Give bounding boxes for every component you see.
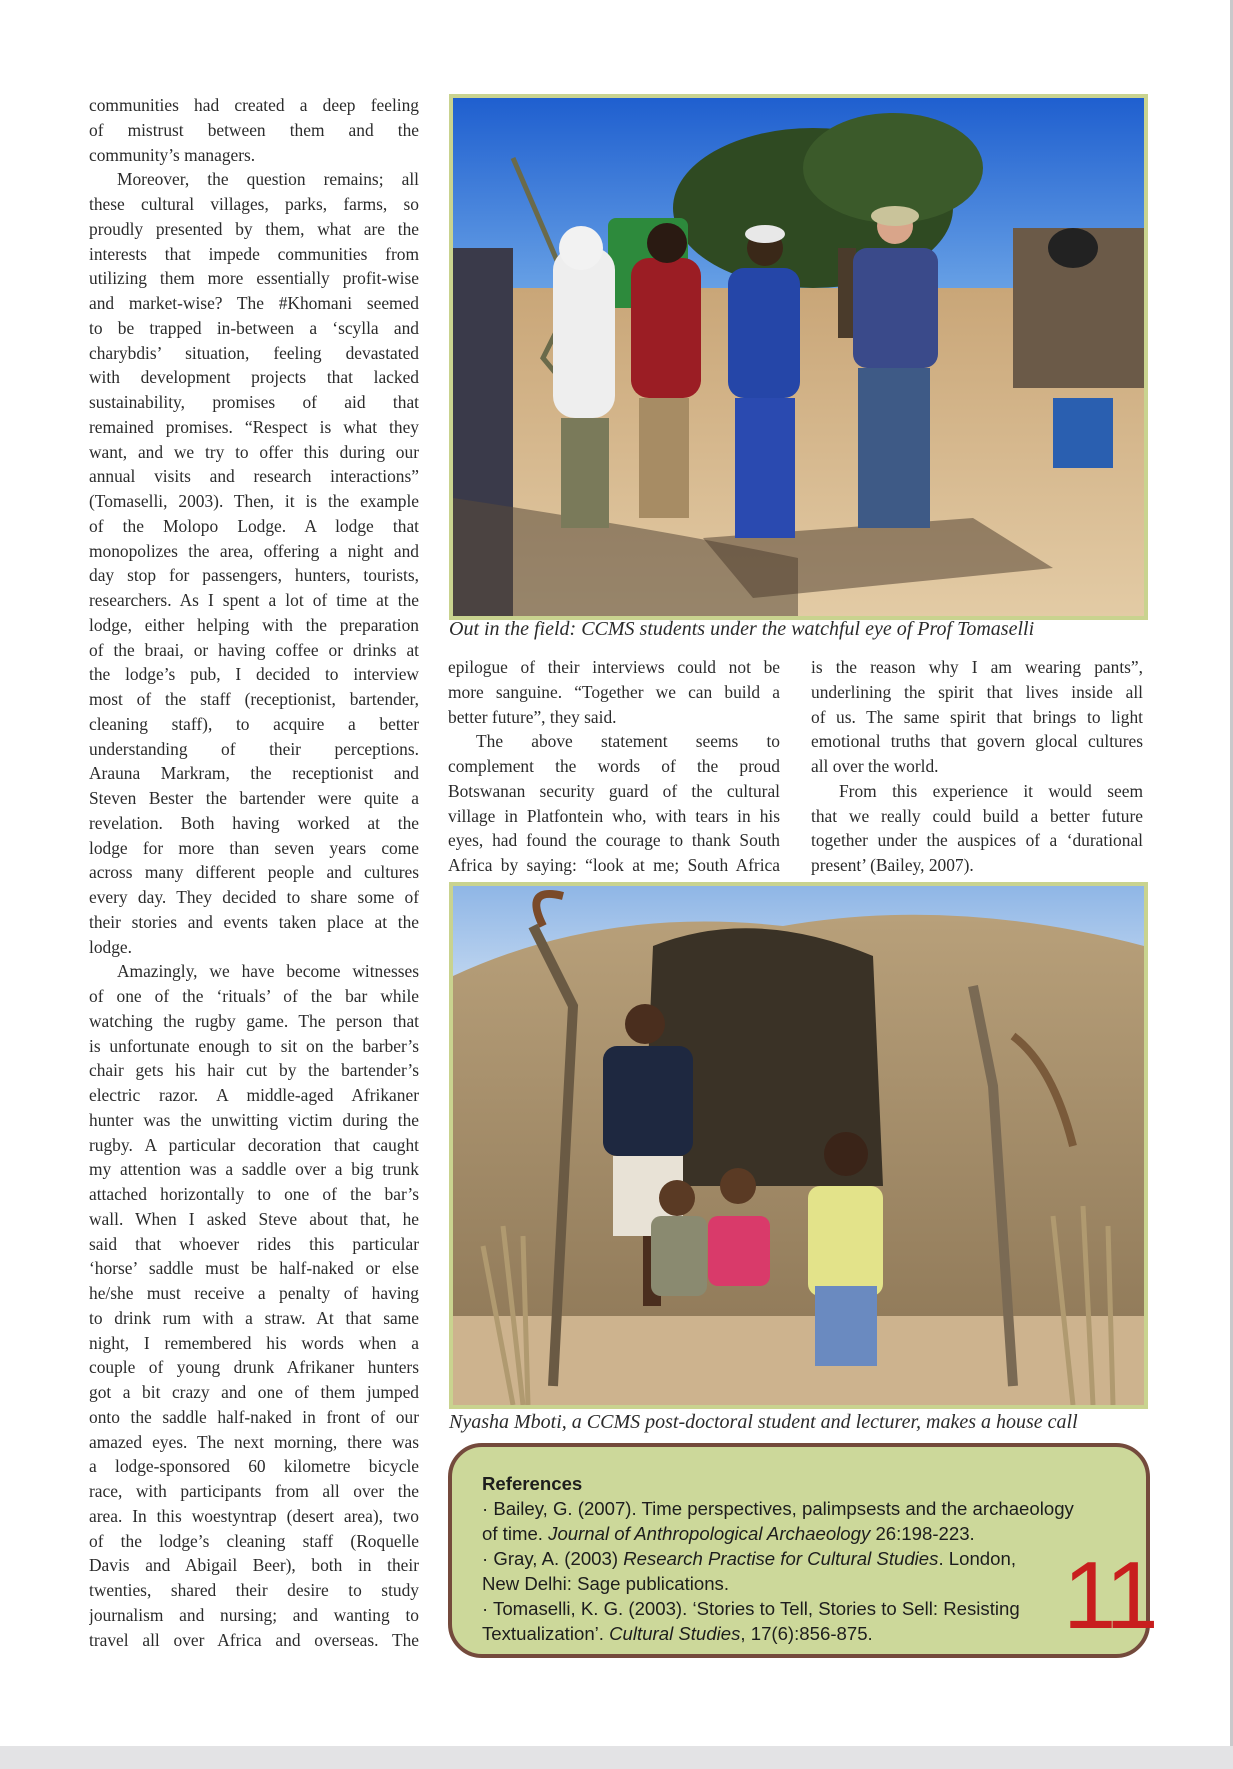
- references-box: [448, 1443, 1150, 1658]
- text-line: the lodge’s pub, I decided to interview: [89, 664, 419, 685]
- text-line: lodge for more than seven years come: [89, 837, 419, 858]
- text-line: (Tomaselli, 2003). Then, it is the example: [89, 491, 419, 511]
- text-line: of us. The same spirit that brings to light: [811, 706, 1143, 727]
- text-line: revelation. Both having worked at the: [89, 812, 419, 833]
- text-line: cleaning staff), to acquire a better: [89, 713, 419, 734]
- text-line: and market-wise? The #Khomani seemed: [89, 293, 419, 313]
- text-line: onto the saddle half-naked in front of our: [89, 1406, 419, 1427]
- text-line: said that whoever rides this particular: [89, 1233, 419, 1254]
- text-line: hunter was the unwitting victim during the: [89, 1109, 419, 1130]
- text-line: lodge, either helping with the preparation: [89, 614, 419, 635]
- text-line: Africa by saying: “look at me; South Africa: [448, 855, 780, 875]
- text-line: their stories and events taken place at the: [89, 911, 419, 932]
- text-line: to be trapped in-between a ‘scylla and: [89, 317, 419, 338]
- reference-text: , 17(6):856-875.: [740, 1623, 873, 1644]
- text-line: community’s managers.: [89, 144, 256, 165]
- text-line: is unfortunate enough to sit on the barber’s: [89, 1035, 419, 1056]
- text-line: better future”, they said.: [448, 706, 617, 727]
- references-heading: References: [482, 1473, 583, 1494]
- text-line: to drink rum with a straw. At that same: [89, 1307, 419, 1328]
- text-line: travel all over Africa and overseas. The: [89, 1629, 419, 1650]
- text-line: he/she must receive a penalty of having: [89, 1283, 419, 1303]
- reference-text: · Tomaselli, K. G. (2003). ‘Stories to Tell, Stories to Sell: Resisting: [482, 1598, 1020, 1619]
- house-call-photo: [449, 882, 1148, 1409]
- text-line: all over the world.: [811, 756, 939, 776]
- reference-line: [482, 1621, 1116, 1646]
- reference-line: [482, 1521, 1116, 1546]
- middle-text-column: [448, 655, 780, 878]
- text-line: area. In this woestyntrap (desert area), two: [89, 1505, 419, 1526]
- text-line: my attention was a saddle over a big trunk: [89, 1159, 419, 1180]
- text-line: lodge.: [89, 936, 132, 957]
- text-line: chair gets his hair cut by the bartender’s: [89, 1060, 419, 1081]
- text-line: present’ (Bailey, 2007).: [811, 855, 974, 875]
- text-line: researchers. As I spent a lot of time at the: [89, 590, 419, 610]
- text-line: Davis and Abigail Beer), both in their: [89, 1555, 419, 1576]
- reference-text: 26:198-223.: [870, 1523, 975, 1544]
- photo-caption-field: Out in the field: CCMS students under the watchful eye of Prof Tomaselli: [449, 618, 1035, 640]
- text-line: every day. They decided to share some of: [89, 887, 419, 907]
- text-line: day stop for passengers, hunters, tourists,: [89, 565, 419, 586]
- references-list: [482, 1496, 1116, 1646]
- text-line: watching the rugby game. The person that: [89, 1010, 419, 1031]
- text-line: race, with participants from all over the: [89, 1481, 419, 1501]
- page-number: 11: [1063, 1542, 1155, 1649]
- text-line: Botswanan security guard of the cultural: [448, 780, 780, 801]
- text-line: Moreover, the question remains; all: [117, 169, 419, 190]
- reference-text: of time.: [482, 1523, 549, 1544]
- text-line: emotional truths that govern glocal cultures: [811, 731, 1143, 752]
- reference-text: New Delhi: Sage publications.: [482, 1573, 730, 1594]
- text-line: more sanguine. “Together we can build a: [448, 681, 780, 702]
- reference-text: · Gray, A. (2003): [482, 1548, 624, 1569]
- text-line: Amazingly, we have become witnesses: [117, 961, 419, 982]
- text-line: that we really could build a better future: [811, 805, 1143, 826]
- text-line: electric razor. A middle-aged Afrikaner: [89, 1085, 419, 1105]
- reference-text: Textualization’.: [482, 1623, 610, 1644]
- text-line: Arauna Markram, the receptionist and: [89, 763, 419, 784]
- reference-line: [482, 1546, 1116, 1571]
- text-line: The above statement seems to: [476, 731, 780, 752]
- reference-line: [482, 1571, 1116, 1596]
- text-line: of one of the ‘rituals’ of the bar while: [89, 986, 419, 1006]
- text-line: got a bit crazy and one of them jumped: [89, 1382, 419, 1402]
- text-line: together under the auspices of a ‘durational: [811, 830, 1143, 851]
- reference-title-italic: Research Practise for Cultural Studies: [623, 1548, 939, 1569]
- text-line: village in Platfontein who, with tears in his: [448, 805, 780, 826]
- reference-title-italic: Journal of Anthropological Archaeology: [548, 1523, 871, 1544]
- text-line: remained promises. “Respect is what they: [89, 416, 419, 437]
- text-line: rugby. A particular decoration that caught: [89, 1134, 419, 1155]
- text-line: is the reason why I am wearing pants”,: [811, 657, 1143, 677]
- text-line: wall. When I asked Steve about that, he: [89, 1208, 419, 1229]
- text-line: couple of young drunk Afrikaner hunters: [89, 1357, 419, 1378]
- text-line: of the braai, or having coffee or drinks at: [89, 639, 419, 660]
- text-line: night, I remembered his words when a: [89, 1332, 419, 1353]
- reference-text: · Bailey, G. (2007). Time perspectives, palimpsests and the archaeology: [482, 1498, 1074, 1519]
- text-line: of the lodge’s cleaning staff (Roquelle: [89, 1530, 419, 1551]
- text-line: communities had created a deep feeling: [89, 95, 419, 115]
- text-line: most of the staff (receptionist, bartender,: [89, 689, 419, 709]
- text-line: proudly presented by them, what are the: [89, 218, 419, 239]
- reference-title-italic: Cultural Studies: [609, 1623, 741, 1644]
- text-line: understanding of their perceptions.: [89, 738, 419, 759]
- text-line: these cultural villages, parks, farms, so: [89, 194, 419, 214]
- viewer-background-strip: [0, 1746, 1233, 1769]
- text-line: interests that impede communities from: [89, 243, 419, 264]
- text-line: want, and we try to offer this during our: [89, 441, 419, 462]
- text-line: a lodge-sponsored 60 kilometre bicycle: [89, 1456, 419, 1477]
- text-line: annual visits and research interactions”: [89, 466, 419, 487]
- text-line: ‘horse’ saddle must be half-naked or else: [89, 1258, 419, 1279]
- text-line: twenties, shared their desire to study: [89, 1580, 419, 1600]
- text-line: sustainability, promises of aid that: [89, 392, 419, 412]
- text-line: of the Molopo Lodge. A lodge that: [89, 515, 419, 536]
- right-text-column: [811, 655, 1143, 878]
- text-line: utilizing them more essentially profit-wise: [89, 268, 419, 289]
- text-line: attached horizontally to one of the bar’s: [89, 1184, 419, 1204]
- text-line: epilogue of their interviews could not be: [448, 657, 780, 677]
- text-line: complement the words of the proud: [448, 756, 780, 776]
- text-line: of mistrust between them and the: [89, 119, 419, 140]
- text-line: across many different people and cultures: [89, 862, 419, 883]
- left-text-column: [89, 93, 419, 1652]
- text-line: eyes, had found the courage to thank South: [448, 830, 780, 851]
- text-line: charybdis’ situation, feeling devastated: [89, 342, 419, 363]
- text-line: From this experience it would seem: [839, 780, 1143, 801]
- reference-line: [482, 1596, 1116, 1621]
- reference-text: . London,: [938, 1548, 1016, 1569]
- text-line: with development projects that lacked: [89, 367, 419, 388]
- reference-line: [482, 1496, 1116, 1521]
- photo-caption-house-call: Nyasha Mboti, a CCMS post-doctoral student and lecturer, makes a house call: [449, 1411, 1078, 1433]
- field-trip-photo: [449, 94, 1148, 620]
- text-line: underlining the spirit that lives inside all: [811, 681, 1143, 702]
- text-line: amazed eyes. The next morning, there was: [89, 1431, 419, 1452]
- text-line: journalism and nursing; and wanting to: [89, 1604, 419, 1625]
- text-line: Steven Bester the bartender were quite a: [89, 788, 419, 808]
- text-line: monopolizes the area, offering a night and: [89, 540, 419, 561]
